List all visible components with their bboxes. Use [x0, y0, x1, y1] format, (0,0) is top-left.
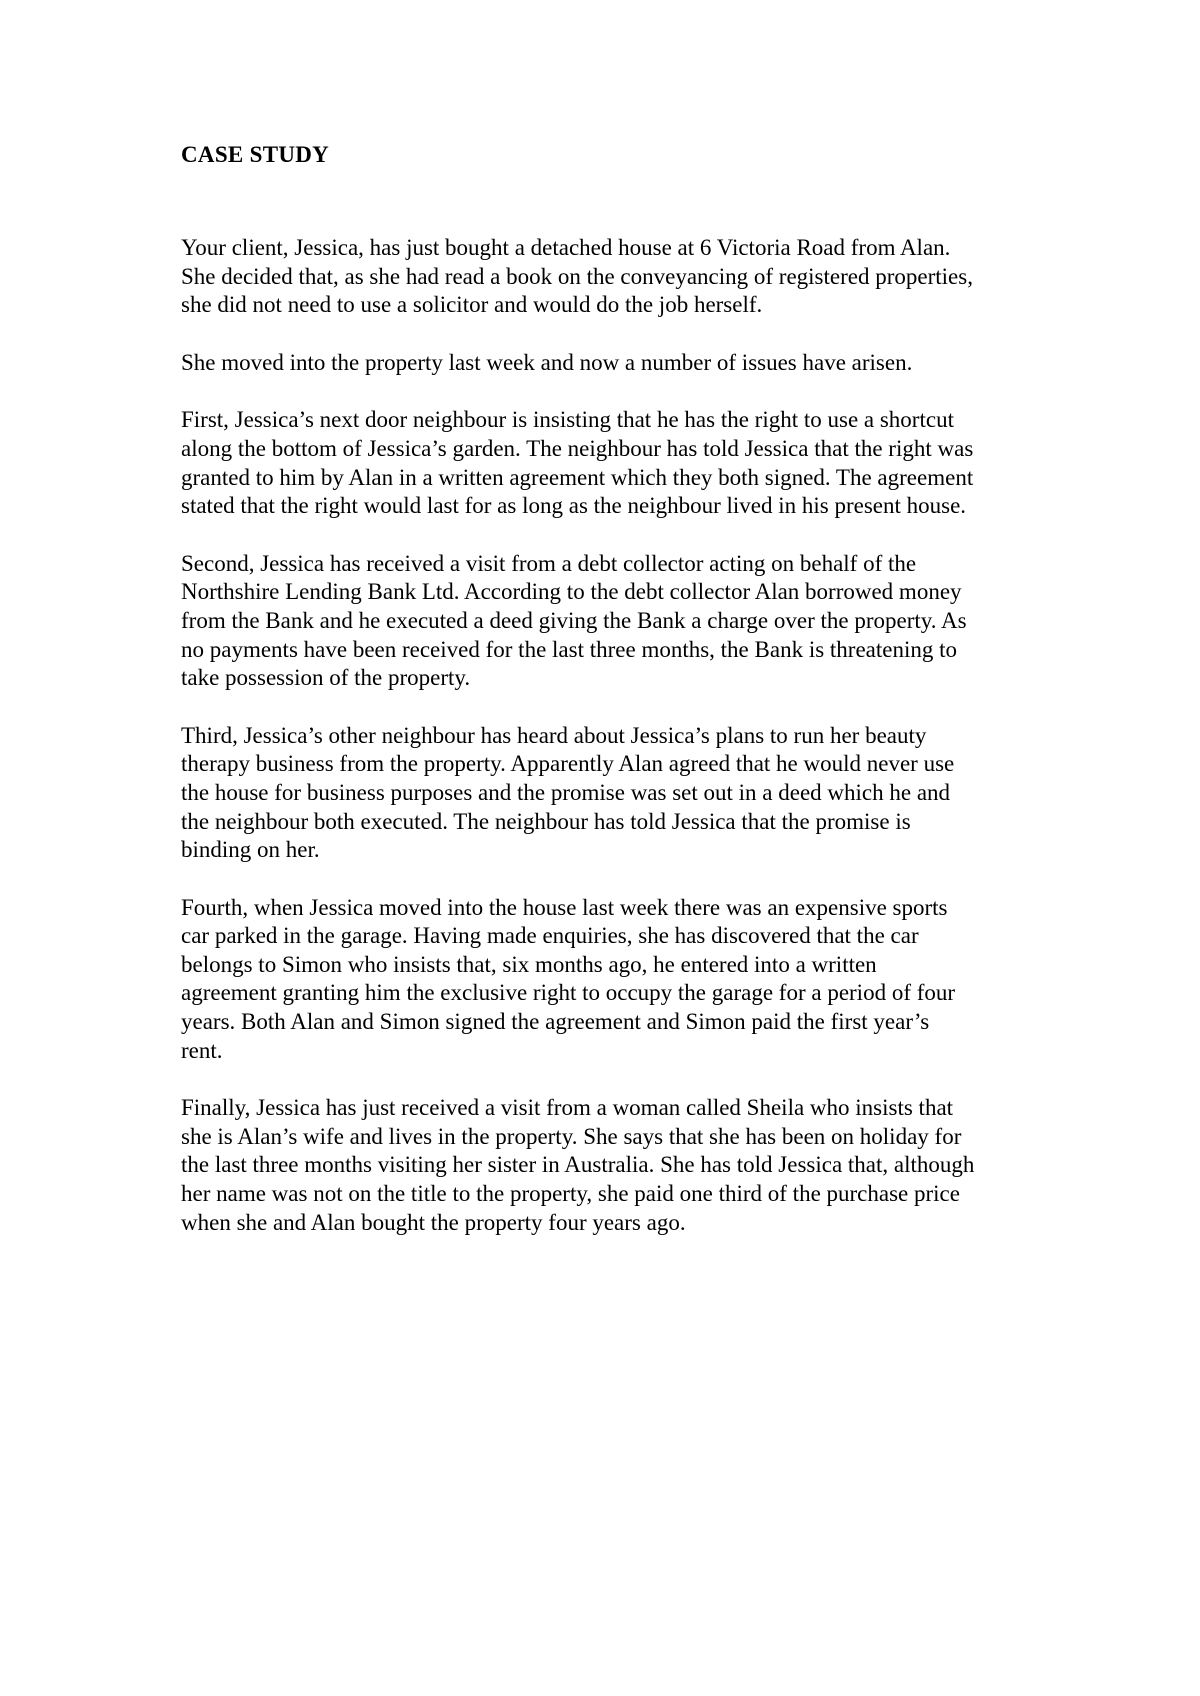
- paragraph-line: Fourth, when Jessica moved into the house last week there was an expensive sports: [181, 894, 948, 920]
- paragraph-line: the neighbour both executed. The neighbour has told Jessica that the promise is: [181, 808, 911, 834]
- paragraph-line: take possession of the property.: [181, 665, 471, 691]
- paragraph-line: stated that the right would last for as long as the neighbour lived in his present house.: [181, 493, 967, 519]
- document-content: [181, 140, 1031, 1266]
- paragraph-line: along the bottom of Jessica’s garden. The neighbour has told Jessica that the right was: [181, 435, 974, 461]
- paragraph-line: car parked in the garage. Having made enquiries, she has discovered that the car: [181, 923, 919, 949]
- document-title: CASE STUDY: [181, 142, 330, 167]
- paragraph-line: her name was not on the title to the property, she paid one third of the purchase price: [181, 1181, 960, 1207]
- paragraph-line: Third, Jessica’s other neighbour has heard about Jessica’s plans to run her beauty: [181, 722, 927, 748]
- paragraph-line: granted to him by Alan in a written agreement which they both signed. The agreement: [181, 464, 974, 490]
- document-body: [181, 234, 1031, 1237]
- paragraph-line: agreement granting him the exclusive right to occupy the garage for a period of four: [181, 980, 956, 1006]
- paragraph-line: Second, Jessica has received a visit from a debt collector acting on behalf of the: [181, 550, 917, 576]
- paragraph-line: She moved into the property last week and now a number of issues have arisen.: [181, 349, 913, 375]
- paragraph-line: when she and Alan bought the property four years ago.: [181, 1209, 686, 1235]
- paragraph: [181, 894, 1031, 1066]
- paragraph-line: years. Both Alan and Simon signed the agreement and Simon paid the first year’s: [181, 1009, 930, 1035]
- paragraph-line: she is Alan’s wife and lives in the property. She says that she has been on holiday for: [181, 1123, 962, 1149]
- paragraph-line: no payments have been received for the last three months, the Bank is threatening to: [181, 636, 958, 662]
- paragraph: [181, 349, 1031, 378]
- paragraph-line: she did not need to use a solicitor and would do the job herself.: [181, 292, 763, 318]
- paragraph-line: Finally, Jessica has just received a visit from a woman called Sheila who insists that: [181, 1095, 954, 1121]
- paragraph: [181, 722, 1031, 865]
- paragraph: [181, 1094, 1031, 1237]
- paragraph-line: Your client, Jessica, has just bought a detached house at 6 Victoria Road from Alan.: [181, 235, 951, 260]
- paragraph-line: First, Jessica’s next door neighbour is insisting that he has the right to use a shortcut: [181, 407, 954, 433]
- paragraph-line: Northshire Lending Bank Ltd. According to the debt collector Alan borrowed money: [181, 579, 962, 605]
- paragraph-line: binding on her.: [181, 837, 320, 863]
- paragraph: [181, 406, 1031, 520]
- paragraph-line: the last three months visiting her sister in Australia. She has told Jessica that, although: [181, 1152, 975, 1178]
- paragraph-line: the house for business purposes and the promise was set out in a deed which he and: [181, 779, 951, 805]
- paragraph-line: therapy business from the property. Apparently Alan agreed that he would never use: [181, 751, 955, 777]
- paragraph-line: She decided that, as she had read a book on the conveyancing of registered properties,: [181, 263, 973, 289]
- paragraph: [181, 550, 1031, 693]
- paragraph-line: belongs to Simon who insists that, six months ago, he entered into a written: [181, 951, 877, 977]
- paragraph-line: from the Bank and he executed a deed giving the Bank a charge over the property. As: [181, 607, 967, 633]
- paragraph-line: rent.: [181, 1037, 223, 1063]
- paragraph: [181, 234, 1031, 320]
